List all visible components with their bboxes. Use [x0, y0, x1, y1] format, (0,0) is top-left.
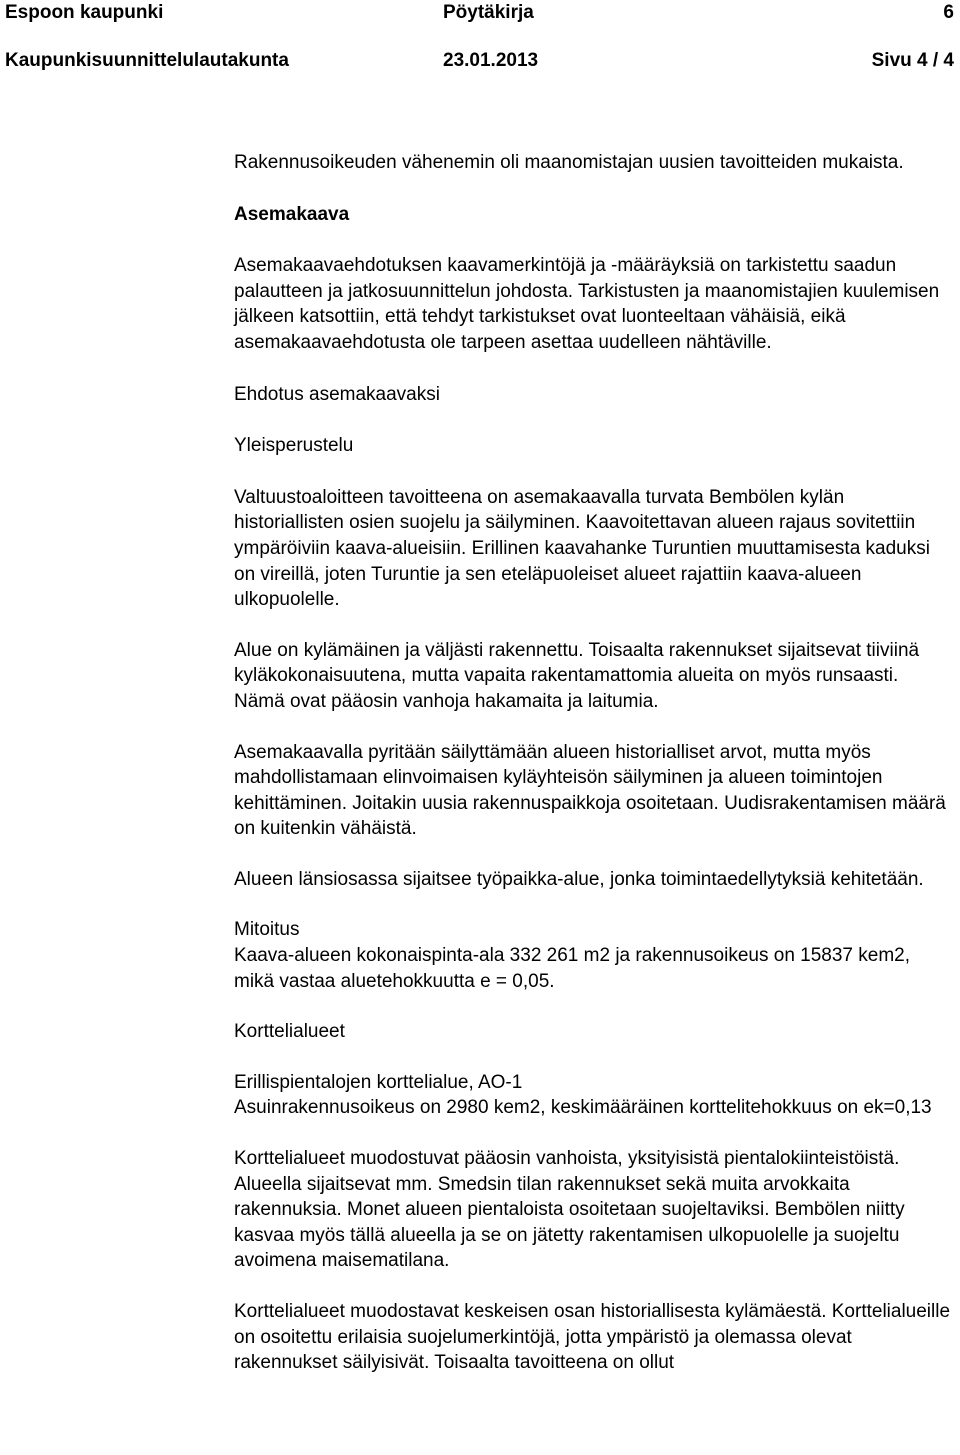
paragraph: Valtuustoaloitteen tavoitteena on asemakaavalla turvata Bembölen kylän historiallisten osien suojelu ja säilyminen. Kaavoitettavan alueen rajaus sovitettiin ympäröiviin kaava-alueisiin. Erillinen kaavahanke Turuntien muuttamisesta kaduksi on vireillä, joten Turuntie ja sen eteläpuoleiset alueet rajattiin kaava-alueen ulkopuolelle. — [234, 486, 930, 611]
page-indicator: Sivu 4 / 4 — [871, 50, 954, 71]
paragraph: Alue on kylämäinen ja väljästi rakennettu. Toisaalta rakennukset sijaitsevat tiiviinä kyläkokonaisuutena, mutta vapaita rakentamattomia alueita on myös runsaasti. Nämä ovat pääosin vanhoja hakamaita ja laitumia. — [234, 639, 920, 712]
paragraph: Rakennusoikeuden vähenemin oli maanomistajan uusien tavoitteiden mukaista. — [234, 152, 904, 173]
document-body — [234, 150, 954, 1376]
paragraph: Alueen länsiosassa sijaitsee työpaikka-alue, jonka toimintaedellytyksiä kehitetään. — [234, 868, 924, 890]
section-heading-korttelialueet: Korttelialueet — [234, 1021, 345, 1043]
paragraph: Asemakaavalla pyritään säilyttämään alueen historialliset arvot, mutta myös mahdollistamaan elinvoimaisen kyläyhteisön säilyminen ja alueen toimintojen kehittäminen. Joitakin uusia rakennuspaikkoja osoitetaan. Uudisrakentamisen määrä on kuitenkin vähäistä. — [234, 741, 946, 840]
meeting-date: 23.01.2013 — [443, 50, 539, 71]
section-heading-asemakaava: Asemakaava — [234, 203, 350, 225]
paragraph: Kaava-alueen kokonaispinta-ala 332 261 m2 ja rakennusoikeus on 15837 kem2, mikä vastaa aluetehokkuutta e = 0,05. — [234, 945, 911, 992]
committee-name: Kaupunkisuunnittelulautakunta — [5, 50, 289, 71]
paragraph: Asemakaavaehdotuksen kaavamerkintöjä ja -määräyksiä on tarkistettu saadun palautteen ja jatkosuunnittelun johdosta. Tarkistusten ja maanomistajien kuulemisen jälkeen katsottiin, että tehdyt tarkistukset ovat luonteeltaan vähäisiä, eikä asemakaavaehdotusta ole tarpeen asettaa uudelleen nähtäville. — [234, 255, 940, 353]
paragraph: Korttelialueet muodostavat keskeisen osan historiallisesta kylämäestä. Korttelialueille on osoitettu erilaisia suojelumerkintöjä, jotta ympäristö ja olemassa olevat rakennukset säilyisivät. Toisaalta tavoitteena on ollut — [234, 1301, 951, 1374]
section-heading-mitoitus: Mitoitus — [234, 919, 300, 941]
paragraph: Korttelialueet muodostuvat pääosin vanhoista, yksityisistä pientalokiinteistöistä. Alueella sijaitsevat mm. Smedsin tilan rakennukset sekä muita arvokkaita rakennuksia. Monet alueen pientaloista osoitetaan suojeltaviksi. Bembölen niitty kasvaa myös tällä alueella ja se on jätetty rakentamisen ulkopuolelle ja suojeltu avoimena maisematilana. — [234, 1148, 905, 1272]
paragraph: Asuinrakennusoikeus on 2980 kem2, keskimääräinen korttelitehokkuus on ek=0,13 — [234, 1097, 932, 1119]
section-heading-ao1: Erillispientalojen korttelialue, AO-1 — [234, 1071, 523, 1093]
section-number: 6 — [943, 2, 954, 23]
document-type: Pöytäkirja — [443, 2, 534, 23]
section-heading-yleisperustelu: Yleisperustelu — [234, 435, 354, 457]
organization-name: Espoon kaupunki — [5, 2, 164, 23]
section-heading-ehdotus: Ehdotus asemakaavaksi — [234, 383, 440, 405]
